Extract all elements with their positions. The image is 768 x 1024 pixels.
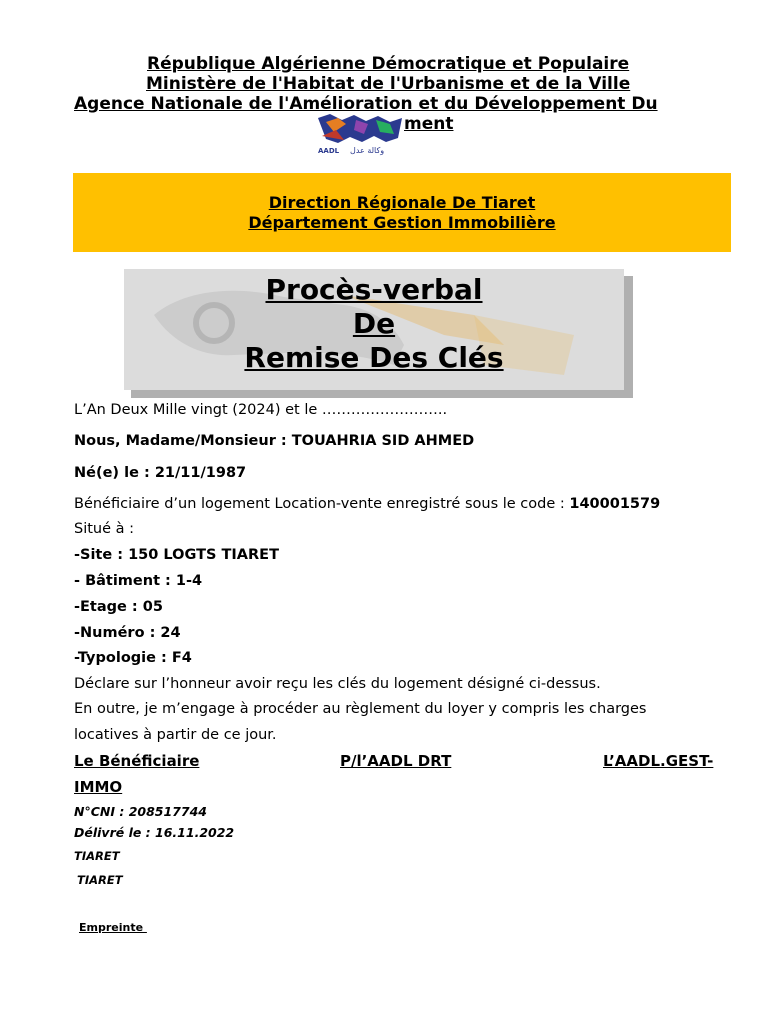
header-agency-continued: ment: [404, 114, 454, 134]
beneficiary-code: 140001579: [569, 496, 661, 512]
located-label: Situé à :: [74, 521, 135, 537]
signature-aadl-drt: P/l’AADL DRT: [340, 752, 452, 770]
title-de: De: [352, 307, 396, 340]
svg-text:AADL: AADL: [318, 147, 340, 155]
typology-line: -Typologie : F4: [74, 650, 192, 666]
fingerprint-label: Empreinte: [79, 921, 147, 934]
header-agency: Agence Nationale de l'Amélioration et du Développement Du: [74, 94, 658, 114]
building-line: - Bâtiment : 1-4: [74, 573, 203, 589]
floor-line: -Etage : 05: [74, 599, 163, 615]
svg-text:وكالة عدل: وكالة عدل: [350, 146, 385, 155]
cni-issued-date: Délivré le : 16.11.2022: [74, 825, 235, 840]
commitment-line-1: En outre, je m’engage à procéder au règlement du loyer y compris les charges: [74, 701, 647, 717]
title-proces-verbal: Procès-verbal: [265, 273, 483, 306]
name-line: [74, 432, 474, 450]
cni-number: N°CNI : 208517744: [74, 804, 207, 819]
beneficiary-line: [74, 495, 660, 513]
number-line: -Numéro : 24: [74, 625, 181, 641]
signature-aadl-gest-immo: IMMO: [74, 778, 123, 796]
banner-direction: Direction Régionale De Tiaret: [268, 193, 536, 212]
name-label: Nous, Madame/Monsieur :: [74, 433, 292, 449]
banner-department: Département Gestion Immobilière: [248, 213, 556, 232]
birth-value: 21/11/1987: [154, 465, 247, 481]
signature-beneficiary: Le Bénéficiaire: [74, 752, 200, 770]
city-2: TIARET: [77, 873, 123, 887]
title-remise-des-cles: Remise Des Clés: [244, 341, 504, 374]
date-line: L’An Deux Mille vingt (2024) et le ……………………..: [74, 402, 448, 418]
header-ministry: Ministère de l'Habitat de l'Urbanisme et de la Ville: [146, 74, 631, 94]
birth-line: [74, 464, 246, 482]
declaration-line: Déclare sur l’honneur avoir reçu les clés du logement désigné ci-dessus.: [74, 676, 601, 692]
commitment-line-2: locatives à partir de ce jour.: [74, 727, 277, 743]
birth-label: Né(e) le :: [74, 465, 155, 481]
site-line: -Site : 150 LOGTS TIARET: [74, 547, 279, 563]
name-value: TOUAHRIA SID AHMED: [291, 433, 475, 449]
beneficiary-text: Bénéficiaire d’un logement Location-vente enregistré sous le code :: [74, 496, 570, 512]
direction-banner: [73, 173, 731, 252]
city-1: TIARET: [74, 849, 120, 863]
aadl-logo: [316, 112, 406, 156]
signature-aadl-gest: L’AADL.GEST-: [603, 752, 714, 770]
title-box: [124, 269, 624, 390]
header-republic: République Algérienne Démocratique et Populaire: [147, 54, 630, 74]
